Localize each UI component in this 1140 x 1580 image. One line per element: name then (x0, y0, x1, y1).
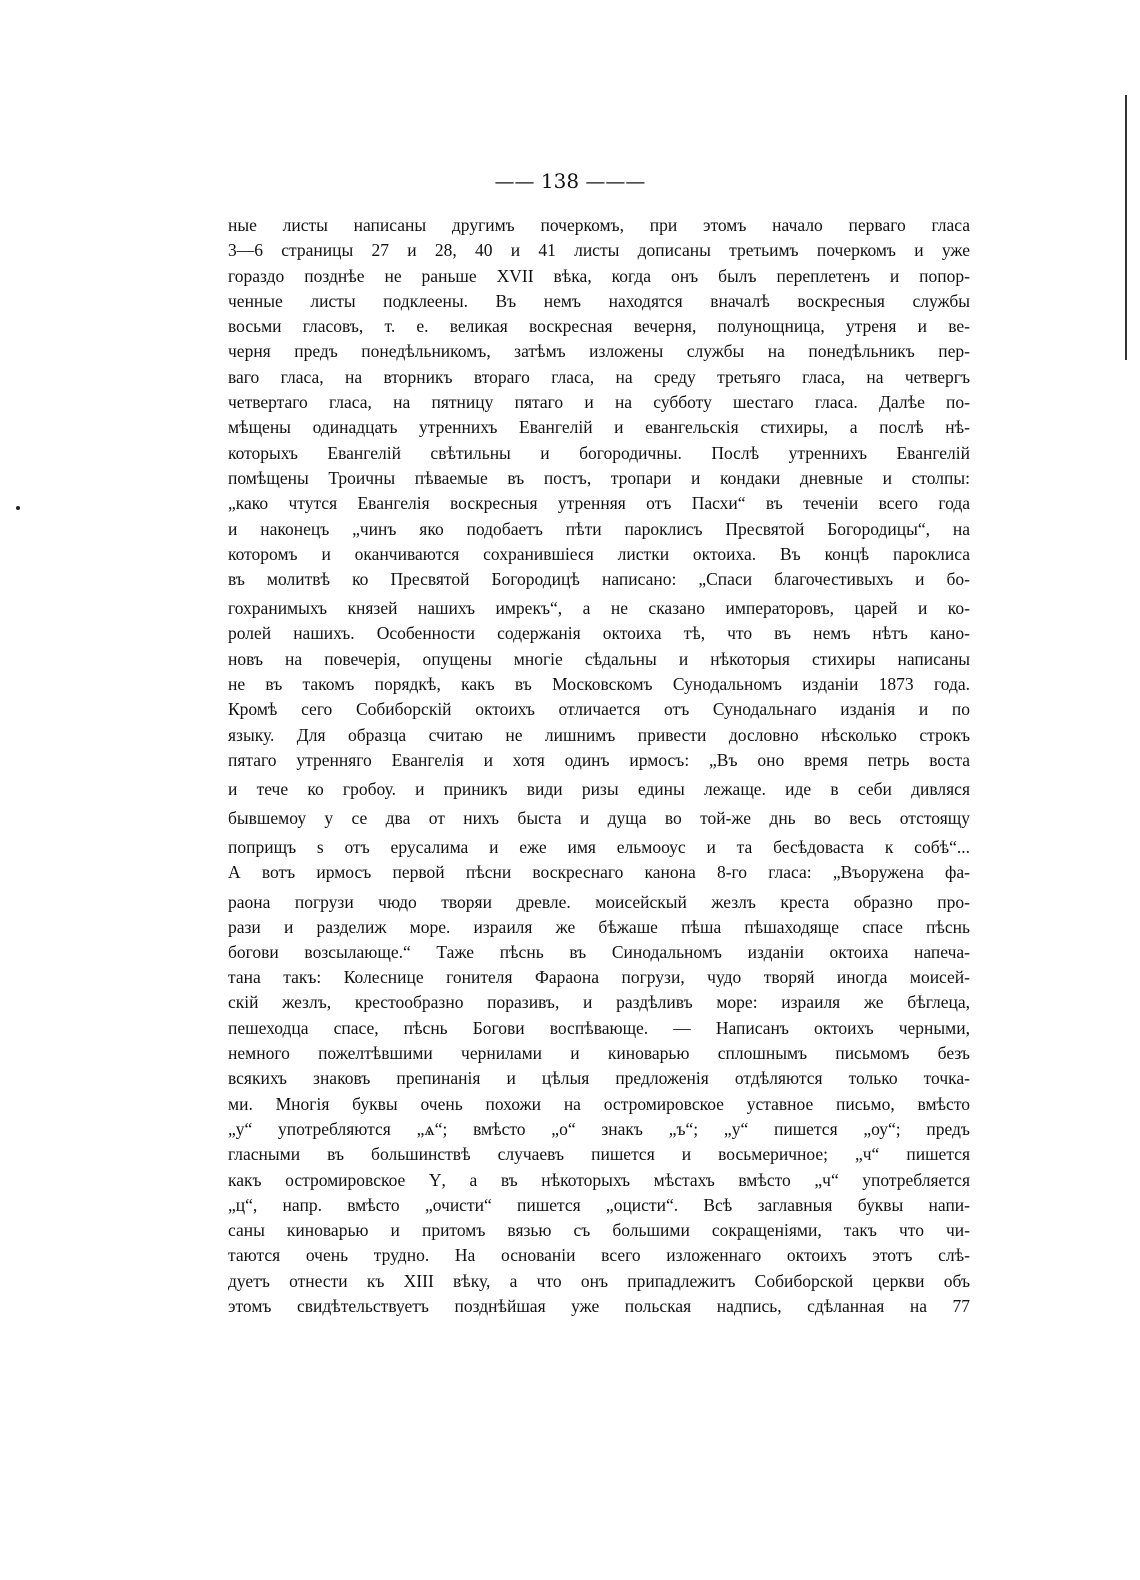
text-line: дуетъ отнести къ XIII вѣку, а что онъ припадлежитъ Собиборской церкви объ (228, 1270, 970, 1291)
text-line: всякихъ знаковъ препинанія и цѣлыя предложенія отдѣляются только точка- (228, 1068, 970, 1089)
text-line: ченные листы подклеены. Въ немъ находятся вначалѣ воскресныя службы (228, 290, 970, 311)
text-line: и тече ко гробоу. и приникъ види ризы едины лежаще. иде в себи дивляся (228, 779, 970, 800)
text-line: ми. Многія буквы очень похожи на остромировское уставное письмо, вмѣсто (228, 1093, 970, 1114)
text-line: помѣщены Троичны пѣваемые въ постъ, тропари и кондаки дневные и столпы: (228, 467, 970, 488)
text-line: и наконецъ „чинъ яко подобаетъ пѣти пароклисъ Пресвятой Богородицы“, на (228, 518, 970, 539)
text-line: „ц“, напр. вмѣсто „очисти“ пишется „оцисти“. Всѣ заглавныя буквы напи- (228, 1194, 970, 1215)
text-line: черня предъ понедѣльникомъ, затѣмъ изложены службы на понедѣльникъ пер- (228, 341, 970, 362)
text-line: ные листы написаны другимъ почеркомъ, при этомъ начало перваго гласа (228, 215, 970, 235)
text-line: которомъ и оканчиваются сохранившіеся листки октоиха. Въ концѣ пароклиса (228, 543, 970, 564)
text-line: языку. Для образца считаю не лишнимъ привести дословно нѣсколько строкъ (228, 724, 970, 745)
text-line: рази и разделиж море. израиля же бѣжаше пѣша пѣшаходяще спасе пѣснь (228, 916, 970, 937)
page-number: —— 138 ——— (494, 169, 646, 193)
text-line: пешеходца спасе, пѣснь Богови воспѣвающе. — Написанъ октоихъ черными, (228, 1017, 970, 1038)
scan-edge-line (1125, 95, 1127, 360)
text-line: скій жезлъ, крестообразно поразивъ, и раздѣливъ море: израиля же бѣглеца, (228, 992, 970, 1013)
text-line: А вотъ ирмосъ первой пѣсни воскреснаго канона 8-го гласа: „Въоружена фа- (228, 862, 970, 883)
text-line: гласными въ большинствѣ случаевъ пишется и восьмеричное; „ч“ пишется (228, 1144, 970, 1165)
text-line: гораздо позднѣе не раньше XVII вѣка, когда онъ былъ переплетенъ и попор- (228, 265, 970, 286)
text-line: новъ на повечерія, опущены многіе сѣдальны и нѣкоторыя стихиры написаны (228, 648, 970, 669)
margin-speck (16, 506, 20, 510)
text-line: таются очень трудно. На основаніи всего изложеннаго октоихъ этотъ слѣ- (228, 1245, 970, 1266)
body-text (228, 213, 970, 1319)
text-line: гохранимыхъ князей нашихъ имрекъ“, а не сказано императоровъ, царей и ко- (228, 598, 970, 619)
text-line: ваго гласа, на вторникъ втораго гласа, на среду третьяго гласа, на четвергъ (228, 366, 970, 387)
text-line: поприщъ ѕ отъ ерусалима и еже имя ельмооус и та бесѣдоваста к собѣ“... (228, 837, 970, 858)
text-line: немного пожелтѣвшими чернилами и киноварью сплошнымъ письмомъ безъ (228, 1043, 970, 1064)
text-line: въ молитвѣ ко Пресвятой Богородицѣ написано: „Спаси благочестивыхъ и бо- (228, 569, 970, 590)
text-line: бывшемоу у се два от нихъ быста и дуща во той-же днь во весь отстоящу (228, 808, 970, 829)
text-line: ролей нашихъ. Особенности содержанія октоиха тѣ, что въ немъ нѣтъ кано- (228, 623, 970, 644)
text-line: Кромѣ сего Собиборскій октоихъ отличается отъ Сунодальнаго изданія и по (228, 699, 970, 720)
text-line: мѣщены одинадцать утреннихъ Евангелій и евангельскія стихиры, а послѣ нѣ- (228, 417, 970, 438)
text-line: „у“ употребляются „ѧ“; вмѣсто „о“ знакъ „ъ“; „у“ пишется „оу“; предъ (228, 1118, 970, 1139)
text-line: какъ остромировское Ү, а въ нѣкоторыхъ мѣстахъ вмѣсто „ч“ употребляется (228, 1169, 970, 1190)
text-line: этомъ свидѣтельствуетъ позднѣйшая уже польская надпись, сдѣланная на 77 (228, 1295, 970, 1316)
text-line: богови возсылающе.“ Таже пѣснь въ Синодальномъ изданіи октоиха напеча- (228, 941, 970, 962)
text-line: четвертаго гласа, на пятницу пятаго и на субботу шестаго гласа. Далѣе по- (228, 392, 970, 413)
text-line: восьми гласовъ, т. е. великая воскресная вечерня, полунощница, утреня и ве- (228, 316, 970, 337)
text-line: тана такъ: Колеснице гонителя Фараона погрузи, чудо творяй иногда моисей- (228, 967, 970, 988)
text-line: раона погрузи чюдо творяи древле. моисейскый жезлъ креста образно про- (228, 891, 970, 912)
text-line: которыхъ Евангелій свѣтильны и богородичны. Послѣ утреннихъ Евангелій (228, 442, 970, 463)
text-line: саны киноварью и притомъ вязью съ большими сокращеніями, такъ что чи- (228, 1220, 970, 1241)
text-line: „како чтутся Евангелія воскресныя утренняя отъ Пасхи“ въ теченіи всего года (228, 493, 970, 514)
text-line: пятаго утренняго Евангелія и хотя одинъ ирмосъ: „Въ оно время петрь воста (228, 749, 970, 770)
text-line: 3—6 страницы 27 и 28, 40 и 41 листы дописаны третьимъ почеркомъ и уже (228, 240, 970, 261)
text-line: не въ такомъ порядкѣ, какъ въ Московскомъ Сунодальномъ изданіи 1873 года. (228, 674, 970, 695)
